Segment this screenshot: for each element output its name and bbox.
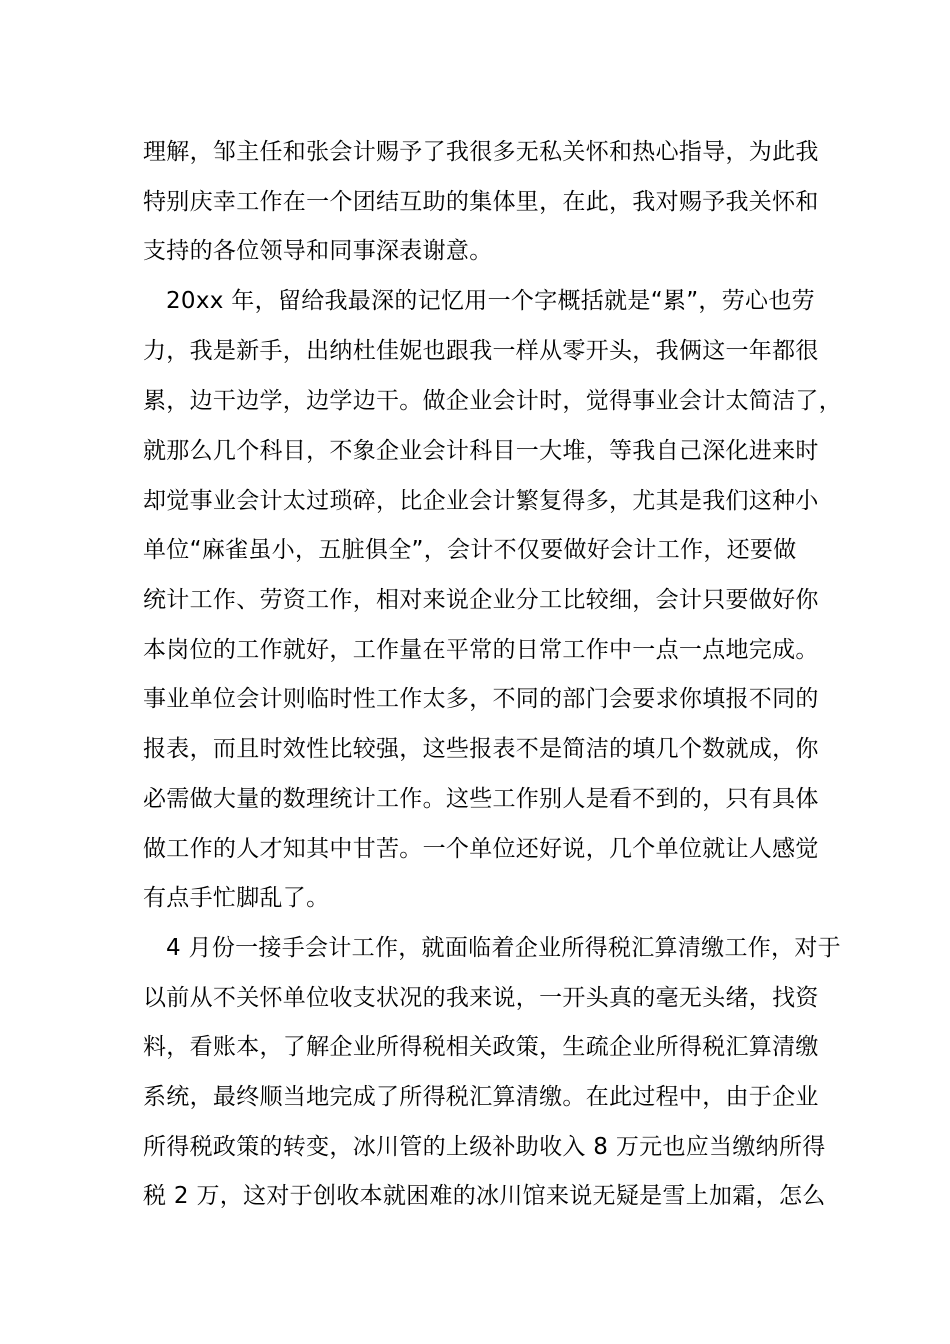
text-line-8: 却觉事业会计太过琐碎，比企业会计繁复得多，尤其是我们这种小	[143, 488, 819, 514]
text-line-2: 特别庆幸工作在一个团结互助的集体里，在此，我对赐予我关怀和	[143, 189, 819, 215]
text-line-10: 统计工作、劳资工作，相对来说企业分工比较细，会计只要做好你	[143, 587, 819, 613]
text-line-13: 报表，而且时效性比较强，这些报表不是简洁的填几个数就成，你	[143, 736, 819, 762]
text-line-22: 税 2 万，这对于创收本就困难的冰川馆来说无疑是雪上加霜，怎么	[143, 1183, 826, 1209]
text-line-4: 20xx 年，留给我最深的记忆用一个字概括就是“累”，劳心也劳	[166, 288, 815, 314]
text-line-6: 累，边干边学，边学边干。做企业会计时，觉得事业会计太简洁了，	[143, 388, 842, 414]
text-line-17: 4 月份一接手会计工作，就面临着企业所得税汇算清缴工作，对于	[166, 935, 841, 961]
text-line-14: 必需做大量的数理统计工作。这些工作别人是看不到的，只有具体	[143, 786, 819, 812]
text-line-11: 本岗位的工作就好，工作量在平常的日常工作中一点一点地完成。	[143, 637, 819, 663]
text-line-18: 以前从不关怀单位收支状况的我来说，一开头真的毫无头绪，找资	[143, 985, 819, 1011]
text-line-9: 单位“麻雀虽小，五脏俱全”，会计不仅要做好会计工作，还要做	[143, 537, 797, 563]
text-line-20: 系统，最终顺当地完成了所得税汇算清缴。在此过程中，由于企业	[143, 1084, 819, 1110]
text-line-12: 事业单位会计则临时性工作太多，不同的部门会要求你填报不同的	[143, 686, 819, 712]
text-line-19: 料，看账本，了解企业所得税相关政策，生疏企业所得税汇算清缴	[143, 1034, 819, 1060]
text-line-16: 有点手忙脚乱了。	[143, 885, 330, 911]
text-line-21: 所得税政策的转变，冰川管的上级补助收入 8 万元也应当缴纳所得	[143, 1134, 826, 1160]
text-line-5: 力，我是新手，出纳杜佳妮也跟我一样从零开头，我俩这一年都很	[143, 338, 819, 364]
text-line-15: 做工作的人才知其中甘苦。一个单位还好说，几个单位就让人感觉	[143, 836, 819, 862]
text-line-1: 理解，邹主任和张会计赐予了我很多无私关怀和热心指导，为此我	[143, 139, 819, 165]
text-line-7: 就那么几个科目，不象企业会计科目一大堆，等我自己深化进来时	[143, 438, 819, 464]
text-line-3: 支持的各位领导和同事深表谢意。	[143, 238, 493, 264]
